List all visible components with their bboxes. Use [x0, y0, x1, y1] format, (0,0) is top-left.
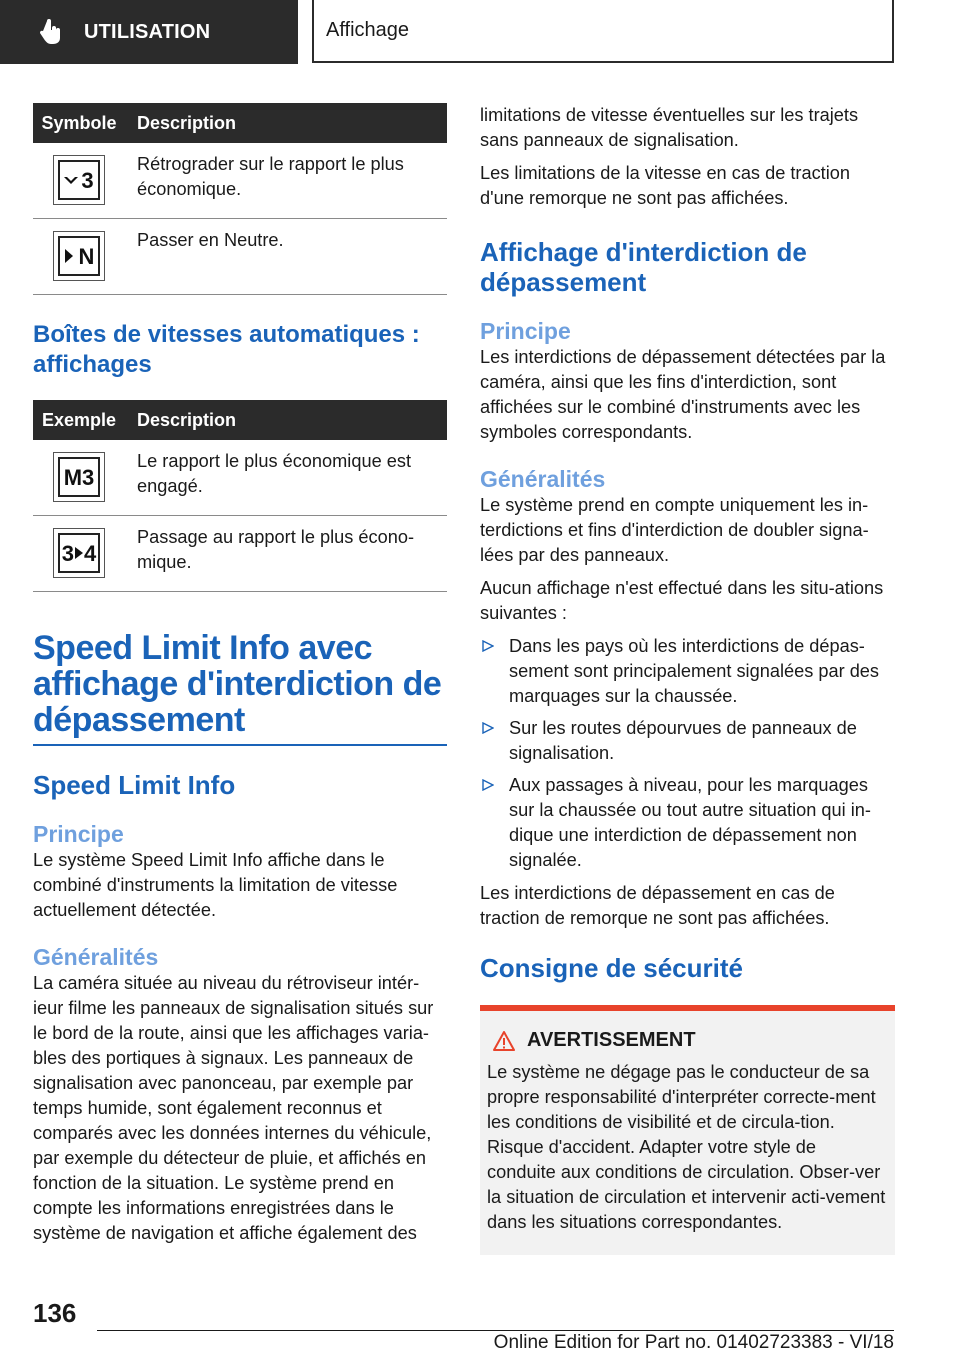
- generalites-heading: Généralités: [33, 944, 159, 970]
- row-description: Passage au rapport le plus écono-mique.: [125, 516, 447, 592]
- right-triangle-icon: [75, 547, 83, 559]
- safety-heading: Consigne de sécurité: [480, 953, 743, 983]
- left-column: [33, 103, 447, 1254]
- principe-heading: Principe: [480, 318, 571, 344]
- generalites-text: La caméra située au niveau du rétroviseur intér-ieur filme les panneaux de signalisation situés sur le bord de la route, ainsi que les affichages varia-bles des portiques à signaux. Les panneaux de signalisation avec panonceau, par exemple par temps humide, sont également reconnus et comparés avec les données internes du véhicule, par exemple du détecteur de pluie, et affichés en fonction de la situation. Le système prend en compte les informations enregistrées dans le système de navigation et affiche également des: [33, 973, 434, 1243]
- footer-divider: [97, 1330, 894, 1331]
- principe-text: Le système Speed Limit Info affiche dans le combiné d'instruments la limitation de vitesse actuellement détectée.: [33, 850, 398, 920]
- generalites-text: Aucun affichage n'est effectué dans les situ-ations suivantes :: [480, 578, 884, 623]
- header-topic-title: Affichage: [326, 19, 410, 41]
- down-chevron-icon: [64, 175, 78, 185]
- warning-triangle-icon: [493, 1030, 515, 1052]
- right-triangle-icon: [64, 249, 74, 263]
- bullet-triangle-icon: [482, 640, 494, 652]
- principe-heading: Principe: [33, 821, 124, 847]
- col-header-description: Description: [125, 103, 447, 143]
- symbol-table: [33, 103, 447, 295]
- row-description: Le rapport le plus économique est engagé.: [125, 440, 447, 516]
- downshift-arrow-3-icon: 3: [53, 155, 105, 205]
- upshift-3-to-4-icon: 3 4: [53, 528, 105, 578]
- header-section-tab: [0, 0, 298, 64]
- shift-neutral-icon: N: [53, 231, 105, 281]
- situations-list: [480, 634, 895, 873]
- auto-gearbox-heading: Boîtes de vitesses automatiques : affichages: [33, 321, 420, 378]
- footer-edition: Online Edition for Part no. 01402723383 - VI/18: [493, 1332, 894, 1353]
- speed-limit-info-heading: Speed Limit Info: [33, 770, 236, 800]
- warning-box: [480, 1005, 895, 1255]
- list-item: Sur les routes dépourvues de panneaux de signalisation.: [480, 716, 895, 766]
- warning-text: Le système ne dégage pas le conducteur de sa propre responsabilité d'interpréter correcte-ment les conditions de visibilité et de circula-tion. Risque d'accident. Adapter votre style de conduite aux conditions de circulation. Obser-ver la situation de circulation et intervenir acti-vement dans les situations correspondantes.: [487, 1062, 886, 1232]
- principe-text: Les interdictions de dépassement détectées par la caméra, ainsi que les fins d'interdiction, sont affichées sur le combiné d'instruments avec les symboles correspondants.: [480, 347, 886, 442]
- hand-pointer-icon: [38, 19, 64, 45]
- col-header-symbol: Symbole: [33, 103, 125, 143]
- table-row: [33, 143, 447, 219]
- list-item: Aux passages à niveau, pour les marquages sur la chaussée ou tout autre situation qui in-dique une interdiction de dépassement non signalée.: [480, 773, 895, 873]
- page-number: 136: [33, 1298, 77, 1328]
- table-row: [33, 516, 447, 592]
- bullet-triangle-icon: [482, 779, 494, 791]
- list-item: Dans les pays où les interdictions de dépas-sement sont principalement signalées par des marquages sur la chaussée.: [480, 634, 895, 709]
- trailer-overtaking-text: Les interdictions de dépassement en cas de traction de remorque ne sont pas affichées.: [480, 883, 835, 928]
- right-column: [480, 103, 895, 1255]
- generalites-text: Le système prend en compte uniquement les in-terdictions et fins d'interdiction de doubler signa-lées par des panneaux.: [480, 495, 869, 565]
- row-description: Rétrograder sur le rapport le plus économique.: [125, 143, 447, 219]
- manual-gear-m3-icon: M3: [53, 452, 105, 502]
- col-header-description: Description: [125, 400, 447, 440]
- table-row: [33, 219, 447, 295]
- header-topic-box: [312, 0, 894, 63]
- continuation-text: limitations de vitesse éventuelles sur les trajets sans panneaux de signalisation.: [480, 105, 859, 150]
- chapter-title: Speed Limit Info avec affichage d'interdiction de dépassement: [33, 630, 447, 746]
- generalites-heading: Généralités: [480, 466, 606, 492]
- overtaking-heading: Affichage d'interdiction de dépassement: [480, 237, 807, 297]
- trailer-limit-text: Les limitations de la vitesse en cas de traction d'une remorque ne sont pas affichées.: [480, 163, 851, 208]
- warning-title: AVERTISSEMENT: [487, 1029, 888, 1052]
- row-description: Passer en Neutre.: [125, 219, 447, 295]
- bullet-triangle-icon: [482, 722, 494, 734]
- header-section-title: UTILISATION: [84, 20, 211, 43]
- table-row: [33, 440, 447, 516]
- example-table: [33, 400, 447, 592]
- col-header-example: Exemple: [33, 400, 125, 440]
